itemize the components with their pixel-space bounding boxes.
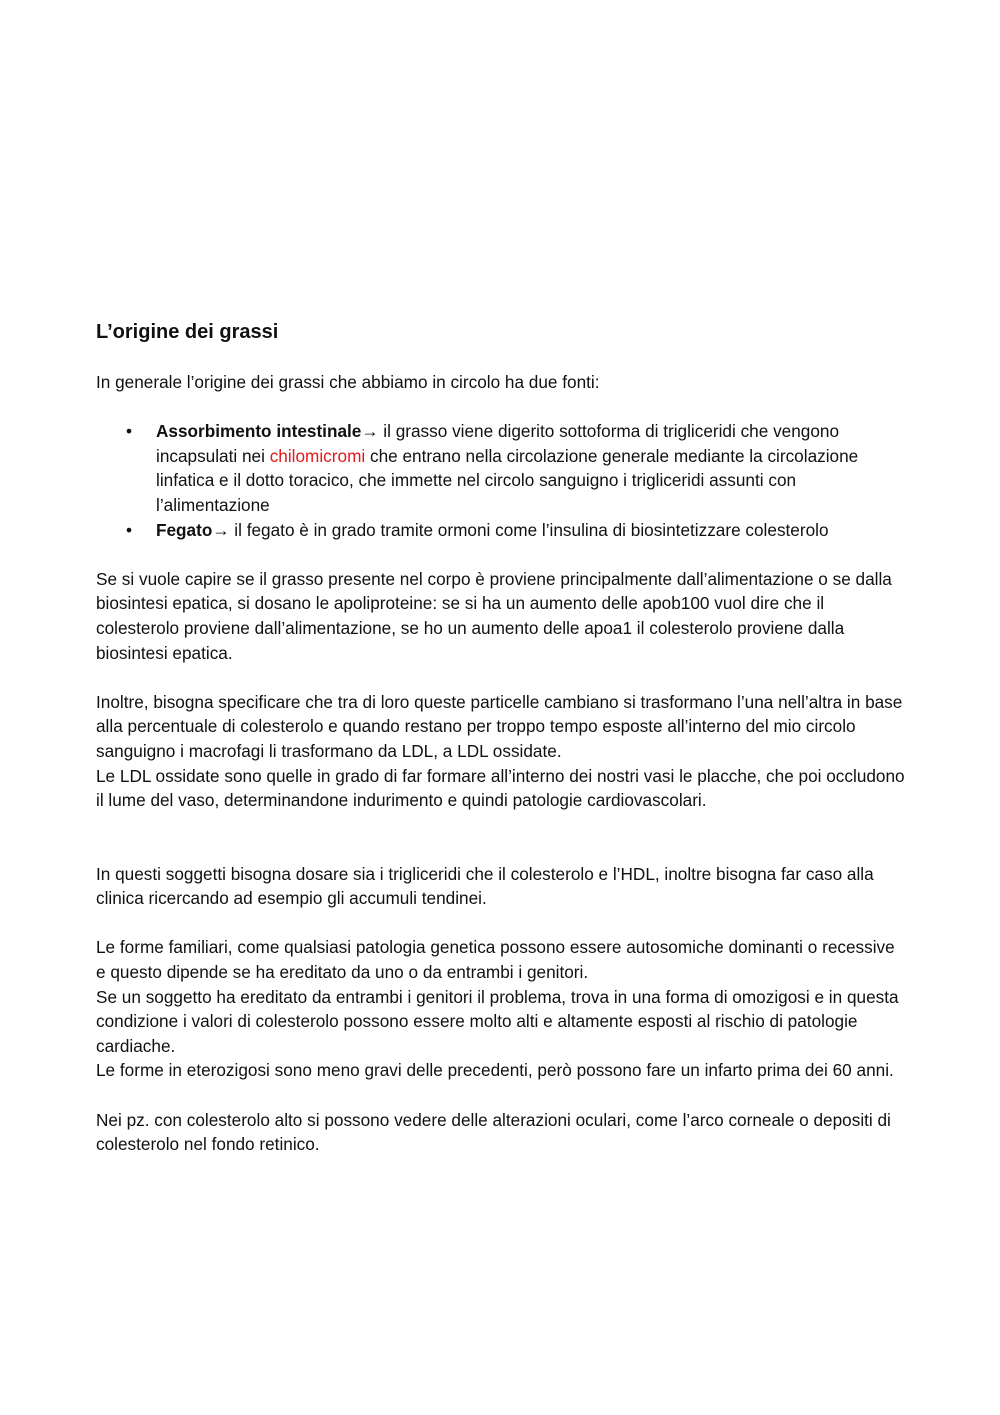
list-item-intestinal <box>96 419 908 517</box>
spacer <box>96 665 908 690</box>
list-item-text: il grasso viene digerito sottoforma di trigliceridi che vengono incapsulati nei <box>156 421 840 466</box>
intro-paragraph: In generale l’origine dei grassi che abbiamo in circolo ha due fonti: <box>96 372 600 392</box>
paragraph-transformation: Inoltre, bisogna specificare che tra di loro queste particelle cambiano si trasformano l’una nell’altra in base alla percentuale di colesterolo e quando restano per troppo tempo esposte all’interno del mio circolo sanguigno i macrofagi li trasformano da LDL, a LDL ossidate. <box>96 691 903 761</box>
spacer <box>96 813 908 862</box>
list-item-label: Assorbimento intestinale <box>156 421 362 442</box>
paragraph-oxidized-ldl: Le LDL ossidate sono quelle in grado di far formare all’interno dei nostri vasi le placche, che poi occludono il lume del vaso, determinandone indurimento e quindi patologie cardiovascolari. <box>96 765 905 811</box>
paragraph-ocular: Nei pz. con colesterolo alto si possono vedere delle alterazioni oculari, come l’arco corneale o depositi di colesterolo nel fondo retinico. <box>96 1109 891 1155</box>
spacer <box>96 1083 908 1108</box>
document-body <box>96 318 908 1157</box>
spacer <box>96 542 908 567</box>
list-item-text: il fegato è in grado tramite ormoni come l’insulina di biosintetizzare colesterolo <box>229 519 829 540</box>
list-item-liver <box>96 518 908 543</box>
bullet-icon: • <box>126 421 133 442</box>
section-title: L’origine dei grassi <box>96 321 279 343</box>
paragraph-dosage: In questi soggetti bisogna dosare sia i trigliceridi che il colesterolo e l’HDL, inoltre bisogna far caso alla clinica ricercando ad esempio gli accumuli tendinei. <box>96 863 874 909</box>
arrow-right-icon: → <box>212 519 230 540</box>
list-item-text: che entrano nella circolazione generale mediante la circolazione linfatica e il dotto toracico, che immette nel circolo sanguigno i trigliceridi assunti con l’alimentazione <box>156 445 859 515</box>
sources-list <box>96 419 908 542</box>
paragraph-familial-forms: Le forme familiari, come qualsiasi patologia genetica possono essere autosomiche dominanti o recessive e questo dipende se ha ereditato da uno o da entrambi i genitori. <box>96 937 895 983</box>
spacer <box>96 395 908 420</box>
spacer <box>96 911 908 936</box>
paragraph-heterozygosis: Le forme in eterozigosi sono meno gravi delle precedenti, però possono fare un infarto prima dei 60 anni. <box>96 1060 894 1081</box>
paragraph-apolipoproteins: Se si vuole capire se il grasso presente nel corpo è proviene principalmente dall’alimentazione o se dalla biosintesi epatica, si dosano le apoliproteine: se si ha un aumento delle apob100 vuol dire che il colesterolo proviene dall’alimentazione, se ho un aumento delle apoa1 il colesterolo proviene dalla biosintesi epatica. <box>96 568 892 663</box>
highlighted-term: chilomicromi <box>269 445 366 466</box>
bullet-icon: • <box>126 519 133 540</box>
paragraph-homozygosis: Se un soggetto ha ereditato da entrambi i genitori il problema, trova in una forma di omozigosi e in questa condizione i valori di colesterolo possono essere molto alti e altamente esposti al rischio di patologie cardiache. <box>96 986 899 1056</box>
arrow-right-icon: → <box>361 421 379 442</box>
list-item-label: Fegato <box>156 519 213 540</box>
